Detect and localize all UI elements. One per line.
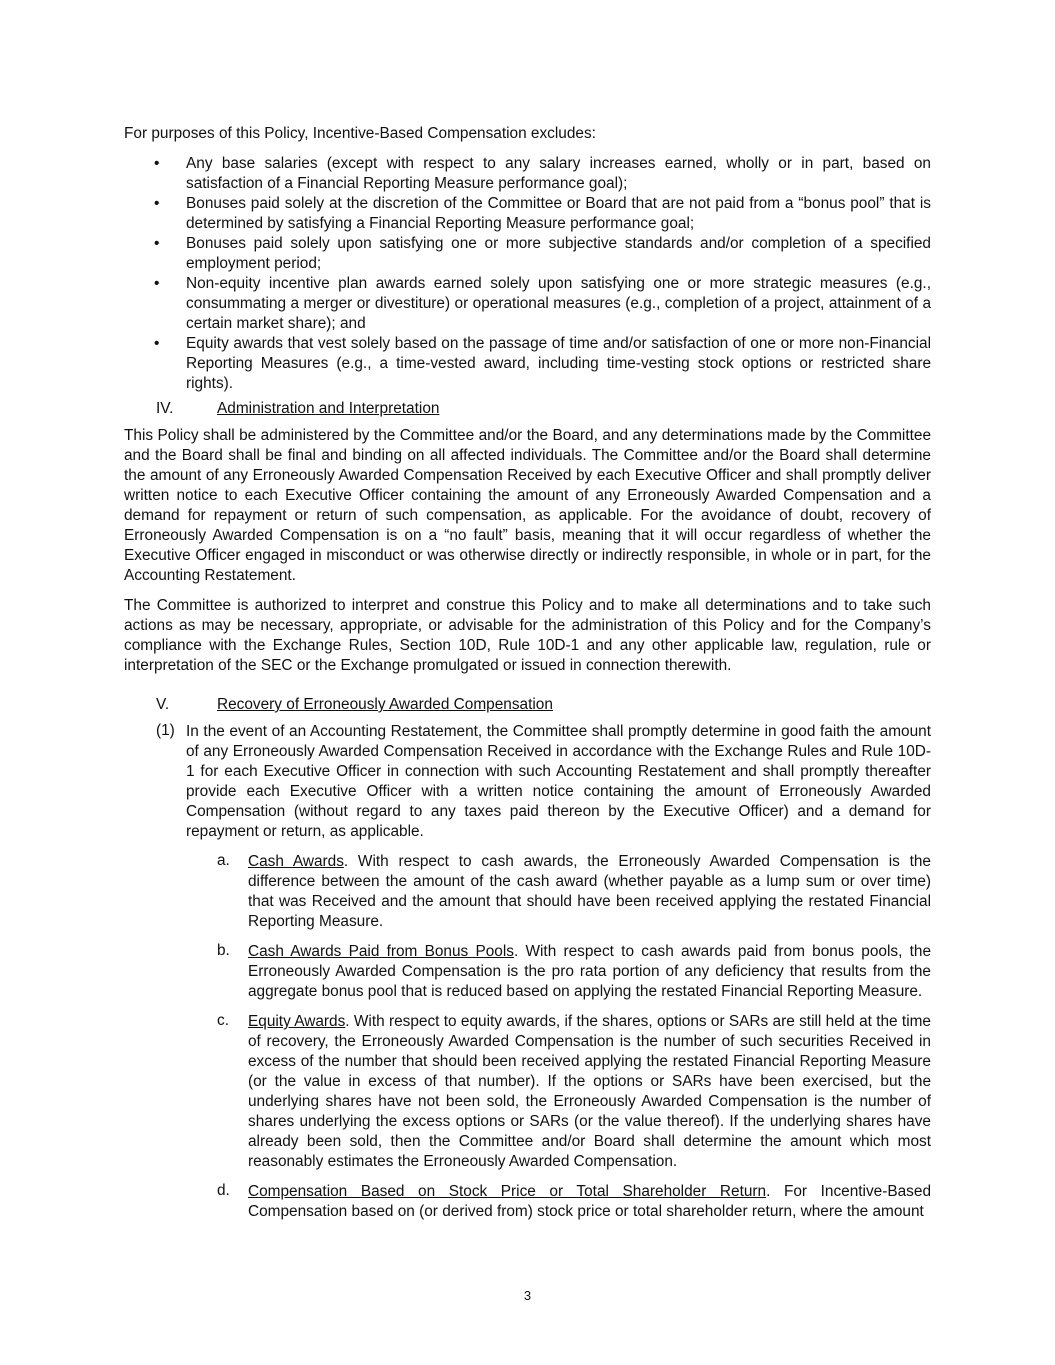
section-number: IV. <box>156 400 174 417</box>
section-number: V. <box>156 696 170 713</box>
paragraph: This Policy shall be administered by the Committee and/or the Board, and any determinations made by the Committee and the Board shall be final and binding on all affected individuals. The Committee and/or the Board shall determine the amount of any Erroneously Awarded Compensation Received by each Executive Officer and shall promptly deliver written notice to each Executive Officer containing the amount of any Erroneously Awarded Compensation and a demand for repayment or return of such compensation, as applicable. For the avoidance of doubt, recovery of Erroneously Awarded Compensation is on a “no fault” basis, meaning that it will occur regardless of whether the Executive Officer engaged in misconduct or was otherwise directly or indirectly responsible, in whole or in part, for the Accounting Restatement. <box>124 427 931 584</box>
exclusions-list <box>124 154 931 394</box>
section-title: Administration and Interpretation <box>217 400 440 417</box>
subitem-text: . With respect to cash awards, the Erroneously Awarded Compensation is the difference between the amount of the cash award (whether payable as a lump sum or over time) that was Received and the amount that should have been received applying the restated Financial Reporting Measure. <box>248 853 931 930</box>
bullet-icon: • <box>154 335 160 352</box>
section-heading-administration <box>124 398 931 420</box>
section-heading-recovery <box>124 694 931 716</box>
subitem-caption: Cash Awards Paid from Bonus Pools <box>248 943 514 960</box>
subitem-text: . With respect to cash awards paid from bonus pools, the Erroneously Awarded Compensation is the pro rata portion of any deficiency that results from the aggregate bonus pool that is reduced based on applying the restated Financial Reporting Measure. <box>248 943 931 1000</box>
bullet-icon: • <box>154 195 160 212</box>
subitem-stock-price <box>124 1182 931 1222</box>
subitem-letter: b. <box>217 942 230 959</box>
bullet-icon: • <box>154 155 160 172</box>
subitem-caption: Compensation Based on Stock Price or Total Shareholder Return <box>248 1183 767 1200</box>
paragraph: The Committee is authorized to interpret and construe this Policy and to make all determinations and to take such actions as may be necessary, appropriate, or advisable for the administration of this Policy and for the Company’s compliance with the Exchange Rules, Section 10D, Rule 10D-1 and any other applicable law, regulation, rule or interpretation of the SEC or the Exchange promulgated or issued in connection therewith. <box>124 597 931 674</box>
subitem-letter: a. <box>217 852 230 869</box>
item-number: (1) <box>156 722 175 739</box>
page-number: 3 <box>523 1288 532 1303</box>
subitem-letter: d. <box>217 1182 230 1199</box>
subitem-text: . For Incentive-Based Compensation based on (or derived from) stock price or total shareholder return, where the amount <box>248 1183 932 1220</box>
section-title: Recovery of Erroneously Awarded Compensation <box>217 696 553 713</box>
subitem-letter: c. <box>217 1012 229 1029</box>
exclusion-item: • Bonuses paid solely upon satisfying one or more subjective standards and/or completion of a specified employment period; <box>154 235 931 272</box>
bullet-icon: • <box>154 235 160 252</box>
subitem-caption: Equity Awards <box>248 1013 346 1030</box>
numbered-item <box>124 722 931 842</box>
bullet-icon: • <box>154 275 160 292</box>
exclusion-item: • Equity awards that vest solely based on the passage of time and/or satisfaction of one or more non-Financial Reporting Measures (e.g., a time-vested award, including time-vesting stock options or restricted share rights). <box>154 335 931 392</box>
exclusions-intro: For purposes of this Policy, Incentive-Based Compensation excludes: <box>124 125 596 142</box>
subitem-caption: Cash Awards <box>248 853 344 870</box>
subitem-cash-awards <box>124 852 931 932</box>
item-text: In the event of an Accounting Restatement, the Committee shall promptly determine in good faith the amount of any Erroneously Awarded Compensation Received in accordance with the Exchange Rules and Rule 10D-1 for each Executive Officer in connection with such Accounting Restatement and shall promptly thereafter provide each Executive Officer with a written notice containing the amount of Erroneously Awarded Compensation (without regard to any taxes paid thereon by the Executive Officer) and a demand for repayment or return, as applicable. <box>186 723 931 840</box>
subitem-bonus-pools <box>124 942 931 1002</box>
exclusion-item: • Non-equity incentive plan awards earned solely upon satisfying one or more strategic measures (e.g., consummating a merger or divestiture) or operational measures (e.g., completion of a project, attainment of a certain market share); and <box>154 275 931 332</box>
subitem-text: . With respect to equity awards, if the shares, options or SARs are still held at the time of recovery, the Erroneously Awarded Compensation is the number of such securities Received in excess of the number that should been received applying the restated Financial Reporting Measure (or the value in excess of that number). If the options or SARs have been exercised, but the underlying shares have not been sold, the Erroneously Awarded Compensation is the number of shares underlying the excess options or SARs (or the value thereof). If the underlying shares have already been sold, then the Committee and/or Board shall determine the amount which most reasonably estimates the Erroneously Awarded Compensation. <box>248 1013 931 1170</box>
document-page <box>124 124 931 1232</box>
subitem-equity-awards <box>124 1012 931 1172</box>
exclusion-item: • Bonuses paid solely at the discretion of the Committee or Board that are not paid from a “bonus pool” that is determined by satisfying a Financial Reporting Measure performance goal; <box>154 195 931 232</box>
exclusion-item: • Any base salaries (except with respect to any salary increases earned, wholly or in part, based on satisfaction of a Financial Reporting Measure performance goal); <box>154 155 931 192</box>
